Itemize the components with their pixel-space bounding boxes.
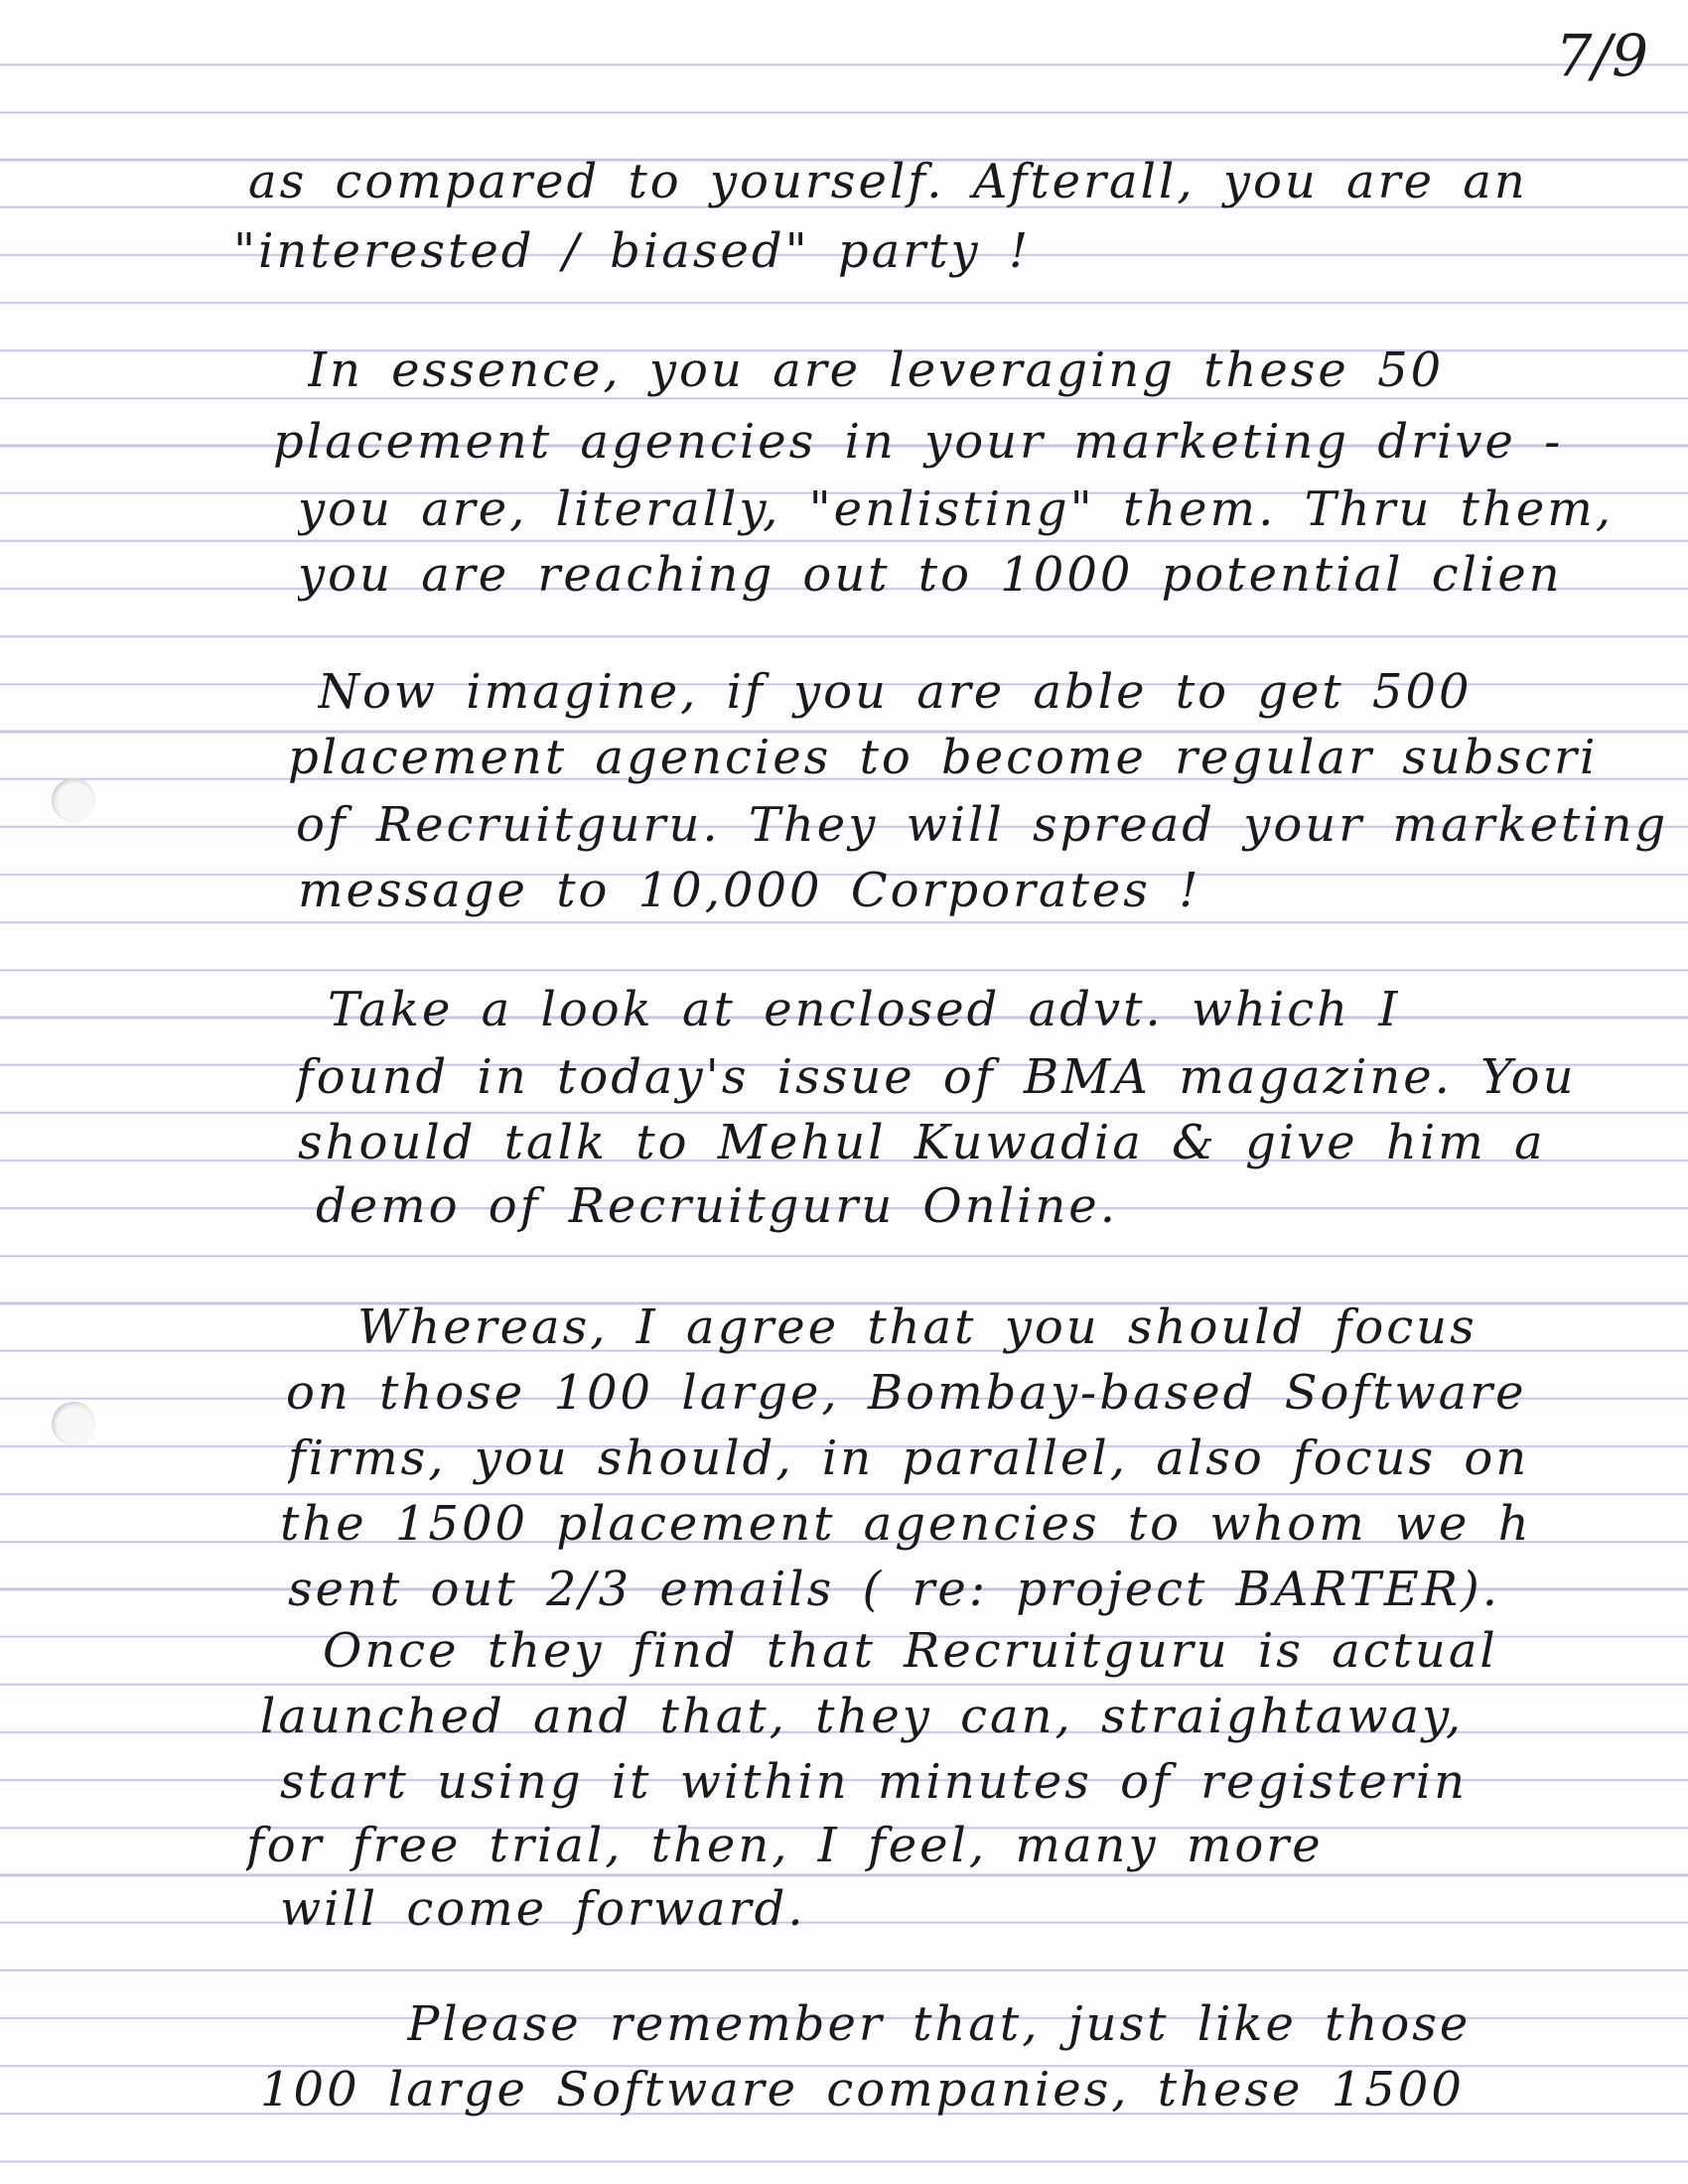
- text-line: message to 10,000 Corporates !: [298, 863, 1201, 918]
- text-line: as compared to yourself. Afterall, you are an: [248, 154, 1528, 209]
- text-line: Please remember that, just like those: [407, 1996, 1472, 2052]
- text-line: "interested / biased" party !: [233, 223, 1032, 279]
- text-line: Once they find that Recruitguru is actual: [323, 1623, 1498, 1679]
- text-line: will come forward.: [280, 1881, 806, 1937]
- text-line: on those 100 large, Bombay-based Software: [286, 1365, 1527, 1421]
- text-line: launched and that, they can, straightaway,: [260, 1689, 1465, 1744]
- text-line: Now imagine, if you are able to get 500: [318, 664, 1473, 720]
- text-line: Whereas, I agree that you should focus: [357, 1299, 1477, 1355]
- text-line: you are, literally, "enlisting" them. Thru them,: [298, 481, 1615, 537]
- text-line: found in today's issue of BMA magazine. You: [296, 1049, 1577, 1105]
- text-line: start using it within minutes of registerin: [280, 1754, 1469, 1810]
- text-line: should talk to Mehul Kuwadia & give him a: [298, 1115, 1546, 1170]
- text-line: sent out 2/3 emails ( re: project BARTER).: [288, 1562, 1500, 1617]
- page-number: 7/9: [1555, 22, 1648, 89]
- text-line: placement agencies in your marketing drive -: [273, 414, 1564, 470]
- text-line: the 1500 placement agencies to whom we h: [280, 1496, 1532, 1552]
- text-line: you are reaching out to 1000 potential clien: [298, 547, 1563, 603]
- text-line: 100 large Software companies, these 1500: [260, 2062, 1465, 2117]
- text-line: of Recruitguru. They will spread your marketing: [296, 797, 1669, 853]
- text-line: demo of Recruitguru Online.: [316, 1178, 1118, 1234]
- text-line: placement agencies to become regular subscri: [288, 730, 1599, 785]
- text-line: firms, you should, in parallel, also focus on: [288, 1431, 1530, 1486]
- text-line: for free trial, then, I feel, many more: [246, 1818, 1324, 1873]
- text-line: Take a look at enclosed advt. which I: [328, 982, 1401, 1037]
- text-line: In essence, you are leveraging these 50: [308, 342, 1445, 398]
